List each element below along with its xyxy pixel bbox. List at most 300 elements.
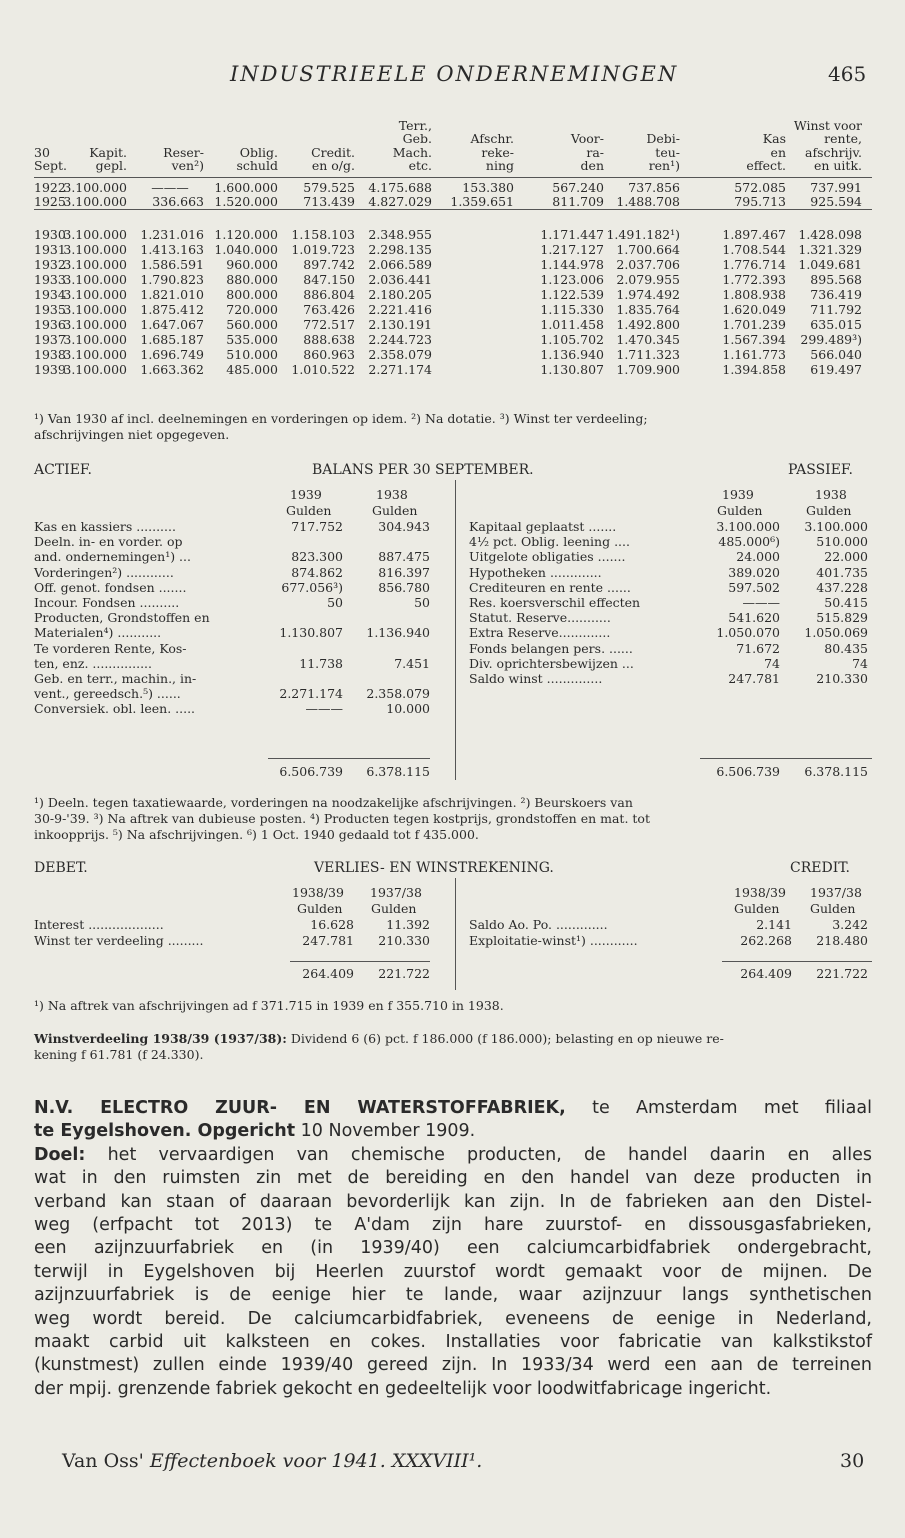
table-cell: 1.790.823 xyxy=(140,272,204,287)
winstverdeeling xyxy=(34,1031,724,1046)
value-1939: 74 xyxy=(764,655,780,671)
line-item-label: Vorderingen²) ............ xyxy=(34,564,174,580)
value-1939: 2.271.174 xyxy=(279,686,343,702)
year-header: 1938/39 xyxy=(292,885,344,900)
table-cell: 3.100.000 xyxy=(63,227,127,242)
value-1939: ——— xyxy=(305,701,343,717)
table-cell: 1.821.010 xyxy=(140,287,204,302)
total-1938: 6.378.115 xyxy=(804,764,868,779)
pnl-title: VERLIES- EN WINSTREKENING. xyxy=(314,860,554,876)
table-cell: 2.037.706 xyxy=(616,257,680,272)
value-1939: 597.502 xyxy=(728,579,780,595)
value-b: 3.242 xyxy=(832,917,868,932)
actief-title: ACTIEF. xyxy=(34,462,92,478)
column-header: ra- xyxy=(586,144,604,160)
line-item-label: Statut. Reserve........... xyxy=(469,610,611,626)
value-1938: 3.100.000 xyxy=(804,519,868,534)
line-item-label: Winst ter verdeeling ......... xyxy=(34,932,204,948)
column-header: Mach. xyxy=(392,144,432,160)
table-cell: 3.100.000 xyxy=(63,287,127,302)
row-year: 1931 xyxy=(34,242,66,257)
table-cell: 299.489³) xyxy=(800,332,862,347)
table-cell: 711.792 xyxy=(810,302,862,317)
debet-title: DEBET. xyxy=(34,860,88,876)
table-cell: 485.000 xyxy=(226,362,278,377)
column-header: Kapit. xyxy=(89,144,127,160)
column-header: en o/g. xyxy=(311,158,355,174)
table-cell: 1.600.000 xyxy=(214,180,278,195)
value-b: 218.480 xyxy=(816,932,868,948)
company-place: te Eygelshoven. xyxy=(34,1121,192,1142)
value-1939: 717.752 xyxy=(291,519,343,534)
column-header: en xyxy=(770,144,786,160)
line-item-label: Crediteuren en rente ...... xyxy=(469,579,631,595)
table-cell: 3.100.000 xyxy=(63,272,127,287)
table-cell: 811.709 xyxy=(552,194,604,209)
table-cell: 800.000 xyxy=(226,287,278,302)
line-item-label: and. ondernemingen¹) ... xyxy=(34,549,191,565)
total-rule xyxy=(700,758,872,759)
column-header: Kas xyxy=(762,131,786,147)
value-1939: 541.620 xyxy=(728,610,780,626)
line-item-label: Fonds belangen pers. ...... xyxy=(469,640,633,656)
line-item-label: Hypotheken ............. xyxy=(469,564,602,580)
table-cell: 1.011.458 xyxy=(540,317,604,332)
passief-title: PASSIEF. xyxy=(788,462,853,478)
table-cell: 2.130.191 xyxy=(368,317,432,332)
column-header: teu- xyxy=(655,144,680,160)
value-1939: ——— xyxy=(742,595,780,610)
table-cell: 1.130.807 xyxy=(540,362,604,377)
year-header: 1938/39 xyxy=(734,885,786,900)
value-1939: 247.781 xyxy=(728,671,780,686)
table-cell: 1.808.938 xyxy=(722,287,786,302)
total-a: 264.409 xyxy=(302,966,354,981)
row-year: 1925 xyxy=(34,194,66,209)
credit-title: CREDIT. xyxy=(790,860,850,876)
table-cell: 560.000 xyxy=(226,317,278,332)
column-header: Afschr. xyxy=(470,131,514,147)
table-cell: 1.040.000 xyxy=(214,242,278,257)
table-cell: 2.298.135 xyxy=(368,242,432,257)
table-cell: 3.100.000 xyxy=(63,194,127,209)
table-cell: 4.827.029 xyxy=(368,194,432,209)
table-cell: 1.158.103 xyxy=(291,227,355,242)
table-cell: 1.835.764 xyxy=(616,302,680,317)
value-a: 262.268 xyxy=(740,932,792,948)
table-cell: 3.100.000 xyxy=(63,257,127,272)
value-1938: 437.228 xyxy=(816,579,868,595)
column-header: effect. xyxy=(746,158,786,174)
table-cell: 1.491.182¹) xyxy=(606,227,680,242)
value-1938: 856.780 xyxy=(378,579,430,595)
year-header: 1938 xyxy=(376,487,408,502)
table-cell: 3.100.000 xyxy=(63,362,127,377)
value-1939: 71.672 xyxy=(736,640,780,656)
value-1938: 210.330 xyxy=(816,671,868,686)
table-cell: 635.015 xyxy=(810,317,862,332)
value-b: 11.392 xyxy=(386,917,430,932)
table-cell: 1.708.544 xyxy=(722,242,786,257)
line-item-label: Interest ................... xyxy=(34,917,164,932)
value-1939: 823.300 xyxy=(291,549,343,565)
doel-text-line: een azijnzuurfabriek en (in 1939/40) een calciumcarbidfabriek ondergebracht, xyxy=(34,1238,872,1259)
running-header-title: INDUSTRIEELE ONDERNEMINGEN xyxy=(230,62,679,86)
doel-text-line: weg (erfpacht tot 2013) te A'dam zijn hare zuurstof- en dissousgasfabrieken, xyxy=(34,1215,872,1236)
footer-page-number: 30 xyxy=(840,1450,865,1472)
column-header: ven²) xyxy=(171,158,204,174)
table-cell: 1.428.098 xyxy=(798,227,862,242)
table-cell: 1.875.412 xyxy=(140,302,204,317)
line-item-label: Te vorderen Rente, Kos- xyxy=(34,640,187,656)
table-cell: 153.380 xyxy=(462,180,514,195)
table-cell: 566.040 xyxy=(810,347,862,362)
row-year: 1922 xyxy=(34,180,66,195)
line-item-label: Res. koersverschil effecten xyxy=(469,595,641,610)
value-1938: 510.000 xyxy=(816,534,868,550)
table-cell: 1.144.978 xyxy=(540,257,604,272)
total-b: 221.722 xyxy=(816,966,868,981)
unit-header: Gulden xyxy=(717,503,763,518)
row-year: 1930 xyxy=(34,227,66,242)
balance-footnote: 30-9-'39. ³) Na aftrek van dubieuse posten. ⁴) Producten tegen kostprijs, grondstoffen en mat. tot xyxy=(34,811,650,826)
doel-text-line: verband kan staan of daaraan bevorderlijk kan zijn. In de fabrieken aan den Distel- xyxy=(34,1191,872,1212)
table-cell: 1.663.362 xyxy=(140,362,204,377)
value-1938: 2.358.079 xyxy=(366,686,430,702)
value-1938: 1.136.940 xyxy=(366,625,430,641)
doel-text-line: der mpij. grenzende fabriek gekocht en gedeeltelijk voor loodwitfabricage ingericht. xyxy=(34,1378,772,1399)
column-header: schuld xyxy=(236,158,278,174)
table-cell: 880.000 xyxy=(226,272,278,287)
doel-text-line: Doel: het vervaardigen van chemische producten, de handel daarin en alles xyxy=(34,1144,872,1165)
total-1939: 6.506.739 xyxy=(716,764,780,779)
company-location: te Amsterdam met filiaal xyxy=(565,1098,872,1118)
table-cell: 1.772.393 xyxy=(722,272,786,287)
line-item-label: Materialen⁴) ........... xyxy=(34,625,162,641)
table-cell: 1.231.016 xyxy=(140,227,204,242)
table-cell: 763.426 xyxy=(303,302,355,317)
table-cell: 1.136.940 xyxy=(540,347,604,362)
table-cell: 1.217.127 xyxy=(540,242,604,257)
page-footer xyxy=(62,1450,482,1472)
value-1939: 1.130.807 xyxy=(279,625,343,641)
value-1939: 874.862 xyxy=(291,564,343,580)
unit-header: Gulden xyxy=(286,503,332,518)
table-cell: 579.525 xyxy=(303,180,355,195)
total-1938: 6.378.115 xyxy=(366,764,430,779)
value-1938: 22.000 xyxy=(824,549,868,565)
table-rule xyxy=(34,209,872,210)
table-cell: 886.804 xyxy=(303,287,355,302)
table-cell: 888.638 xyxy=(303,332,355,347)
table-cell: 1.359.651 xyxy=(450,194,514,209)
footer-prefix: Van Oss' xyxy=(62,1450,150,1472)
table-cell: 1.586.591 xyxy=(140,257,204,272)
table-cell: 2.358.079 xyxy=(368,347,432,362)
table-cell: 1.520.000 xyxy=(214,194,278,209)
balance-divider xyxy=(455,480,456,780)
table-cell: 1.567.394 xyxy=(722,332,786,347)
table-cell: 535.000 xyxy=(226,332,278,347)
total-1939: 6.506.739 xyxy=(279,764,343,779)
table-cell: 2.036.441 xyxy=(368,272,432,287)
year-header: 1938 xyxy=(815,487,847,502)
history-footnote: afschrijvingen niet opgegeven. xyxy=(34,427,230,442)
line-item-label: 4½ pct. Oblig. leening .... xyxy=(469,534,630,550)
table-cell: 572.085 xyxy=(734,180,786,195)
table-cell: 3.100.000 xyxy=(63,302,127,317)
value-1938: 50.415 xyxy=(824,595,868,610)
table-cell: 1.321.329 xyxy=(798,242,862,257)
table-cell: 736.419 xyxy=(810,287,862,302)
table-cell: 567.240 xyxy=(552,180,604,195)
table-cell: 772.517 xyxy=(303,317,355,332)
line-item-label: Geb. en terr., machin., in- xyxy=(34,671,197,686)
table-cell: 1.897.467 xyxy=(722,227,786,242)
column-header: Debi- xyxy=(646,131,680,147)
table-cell: 2.180.205 xyxy=(368,287,432,302)
table-cell: 1.647.067 xyxy=(140,317,204,332)
table-cell: 1.019.723 xyxy=(291,242,355,257)
value-1939: 3.100.000 xyxy=(716,519,780,534)
table-cell: 3.100.000 xyxy=(63,242,127,257)
line-item-label: Kapitaal geplaatst ....... xyxy=(469,519,617,534)
winstverdeeling-text: Dividend 6 (6) pct. f 186.000 (f 186.000); belasting en op nieuwe re- xyxy=(286,1031,724,1046)
column-header: ning xyxy=(485,158,514,174)
value-1938: 80.435 xyxy=(824,640,868,656)
page-number: 465 xyxy=(828,62,867,86)
table-cell: 619.497 xyxy=(810,362,862,377)
doel-text-line: (kunstmest) zullen einde 1939/40 gereed zijn. In 1933/34 werd een aan de terreinen xyxy=(34,1355,872,1376)
table-cell: 1.413.163 xyxy=(140,242,204,257)
column-header: Sept. xyxy=(34,158,67,174)
line-item-label: Div. oprichtersbewijzen ... xyxy=(469,655,634,671)
table-cell: 1.776.714 xyxy=(722,257,786,272)
line-item-label: Kas en kassiers .......... xyxy=(34,519,176,534)
table-cell: 1.115.330 xyxy=(540,302,604,317)
table-cell: 925.594 xyxy=(810,194,862,209)
value-1939: 485.000⁶) xyxy=(718,534,780,550)
table-rule xyxy=(34,177,872,178)
balance-title: BALANS PER 30 SEPTEMBER. xyxy=(312,462,534,478)
balance-footnote: inkoopprijs. ⁵) Na afschrijvingen. ⁶) 1 Oct. 1940 gedaald tot f 435.000. xyxy=(34,827,479,842)
column-header: Voor- xyxy=(570,131,604,147)
value-1938: 10.000 xyxy=(386,701,430,717)
value-1938: 515.829 xyxy=(816,610,868,626)
table-cell: 713.439 xyxy=(303,194,355,209)
line-item-label: Exploitatie-winst¹) ............ xyxy=(469,932,638,948)
table-cell: 2.221.416 xyxy=(368,302,432,317)
table-cell: 3.100.000 xyxy=(63,347,127,362)
line-item-label: Deeln. in- en vorder. op xyxy=(34,534,183,550)
value-1938: 7.451 xyxy=(394,655,430,671)
unit-header: Gulden xyxy=(371,901,417,916)
column-header: gepl. xyxy=(95,158,127,174)
table-cell: 2.271.174 xyxy=(368,362,432,377)
table-cell: 1.161.773 xyxy=(722,347,786,362)
column-header: Oblig. xyxy=(239,144,278,160)
winstverdeeling-label: Winstverdeeling 1938/39 (1937/38): xyxy=(34,1031,287,1046)
balance-footnote: ¹) Deeln. tegen taxatiewaarde, vorderingen na noodzakelijke afschrijvingen. ²) Beurskoers van xyxy=(34,795,633,810)
table-cell: 1.696.749 xyxy=(140,347,204,362)
value-1938: 74 xyxy=(852,655,868,671)
line-item-label: Producten, Grondstoffen en xyxy=(34,610,210,626)
value-1939: 11.738 xyxy=(299,655,343,671)
table-cell: 1.122.539 xyxy=(540,287,604,302)
line-item-label: Saldo winst .............. xyxy=(469,671,603,686)
value-1938: 401.735 xyxy=(816,564,868,580)
line-item-label: Extra Reserve............. xyxy=(469,625,611,641)
value-1938: 816.397 xyxy=(378,564,430,580)
value-a: 247.781 xyxy=(302,932,354,948)
value-1939: 677.056³) xyxy=(281,579,343,595)
total-b: 221.722 xyxy=(378,966,430,981)
row-year: 1939 xyxy=(34,362,66,377)
doel-text-line: terwijl in Eygelshoven bij Heerlen zuurstof wordt gemaakt voor de mijnen. De xyxy=(34,1261,872,1282)
table-cell: 1.049.681 xyxy=(798,257,862,272)
table-cell: 1.974.492 xyxy=(616,287,680,302)
table-cell: 795.713 xyxy=(734,194,786,209)
table-cell: 3.100.000 xyxy=(63,180,127,195)
table-cell: 1.685.187 xyxy=(140,332,204,347)
column-header: Terr., xyxy=(398,117,432,133)
line-item-label: ten, enz. ............... xyxy=(34,655,152,671)
table-cell: 1.711.323 xyxy=(616,347,680,362)
doel-label: Doel: xyxy=(34,1144,86,1165)
line-item-label: Conversiek. obl. leen. ..... xyxy=(34,701,196,717)
column-header: Winst voor xyxy=(793,117,862,133)
row-year: 1934 xyxy=(34,287,66,302)
unit-header: Gulden xyxy=(810,901,856,916)
total-a: 264.409 xyxy=(740,966,792,981)
total-rule xyxy=(722,961,872,962)
winstverdeeling-cont: kening f 61.781 (f 24.330). xyxy=(34,1047,204,1062)
table-cell: 1.492.800 xyxy=(616,317,680,332)
table-cell: 737.856 xyxy=(628,180,680,195)
table-cell: 3.100.000 xyxy=(63,317,127,332)
unit-header: Gulden xyxy=(806,503,852,518)
column-header: 30 xyxy=(34,144,50,160)
column-header: afschrijv. xyxy=(805,144,862,160)
row-year: 1937 xyxy=(34,332,66,347)
value-1938: 50 xyxy=(414,595,430,610)
column-header: en uitk. xyxy=(813,158,862,174)
table-cell: 1.010.522 xyxy=(291,362,355,377)
table-cell: 2.079.955 xyxy=(616,272,680,287)
table-cell: 895.568 xyxy=(810,272,862,287)
table-cell: 510.000 xyxy=(226,347,278,362)
table-cell: ——— xyxy=(151,180,189,195)
company-heading xyxy=(34,1097,872,1401)
table-cell: 2.348.955 xyxy=(368,227,432,242)
value-1939: 50 xyxy=(327,595,343,610)
column-header: Credit. xyxy=(311,144,355,160)
table-cell: 1.709.900 xyxy=(616,362,680,377)
table-cell: 2.244.723 xyxy=(368,332,432,347)
table-cell: 2.066.589 xyxy=(368,257,432,272)
company-name: N.V. ELECTRO ZUUR- EN WATERSTOFFABRIEK, xyxy=(34,1098,566,1118)
history-footnote: ¹) Van 1930 af incl. deelnemingen en vorderingen op idem. ²) Na dotatie. ³) Winst ter verdeeling; xyxy=(34,411,648,426)
value-1939: 1.050.070 xyxy=(716,625,780,641)
unit-header: Gulden xyxy=(372,503,418,518)
table-cell: 860.963 xyxy=(303,347,355,362)
founded-label: Opgericht xyxy=(191,1121,296,1142)
year-header: 1937/38 xyxy=(810,885,862,900)
table-cell: 847.150 xyxy=(303,272,355,287)
table-cell: 1.120.000 xyxy=(214,227,278,242)
table-cell: 737.991 xyxy=(810,180,862,195)
table-cell: 1.394.858 xyxy=(722,362,786,377)
line-item-label: vent., gereedsch.⁵) ...... xyxy=(34,686,181,702)
value-b: 210.330 xyxy=(378,932,430,948)
unit-header: Gulden xyxy=(734,901,780,916)
value-1939: 389.020 xyxy=(728,564,780,580)
table-cell: 1.171.447 xyxy=(540,227,604,242)
doel-text-line: wat in den ruimsten zin met de bereiding en den handel van deze producten in xyxy=(34,1168,872,1189)
table-cell: 960.000 xyxy=(226,257,278,272)
table-cell: 1.701.239 xyxy=(722,317,786,332)
table-cell: 1.700.664 xyxy=(616,242,680,257)
table-cell: 897.742 xyxy=(303,257,355,272)
row-year: 1935 xyxy=(34,302,66,317)
column-header: ren¹) xyxy=(648,158,680,174)
row-year: 1936 xyxy=(34,317,66,332)
table-cell: 336.663 xyxy=(152,194,204,209)
value-1938: 887.475 xyxy=(378,549,430,565)
column-header: Geb. xyxy=(402,131,432,147)
year-header: 1939 xyxy=(290,487,322,502)
year-header: 1939 xyxy=(722,487,754,502)
footer-title: Effectenboek voor 1941. XXXVIII¹. xyxy=(149,1450,483,1472)
column-header: etc. xyxy=(408,158,432,174)
table-cell: 1.105.702 xyxy=(540,332,604,347)
value-1939: 24.000 xyxy=(736,549,780,565)
table-cell: 3.100.000 xyxy=(63,332,127,347)
row-year: 1938 xyxy=(34,347,66,362)
total-rule xyxy=(290,961,430,962)
table-cell: 720.000 xyxy=(226,302,278,317)
doel-text-line: weg wordt bereid. De calciumcarbidfabriek, eveneens de eenige in Nederland, xyxy=(34,1308,872,1329)
table-cell: 1.123.006 xyxy=(540,272,604,287)
value-1938: 1.050.069 xyxy=(804,625,868,641)
doel-text-line: maakt carbid uit kalksteen en cokes. Installaties voor fabricatie van kalkstikstof xyxy=(34,1332,872,1353)
pnl-note: ¹) Na aftrek van afschrijvingen ad f 371.715 in 1939 en f 355.710 in 1938. xyxy=(34,998,504,1013)
table-cell: 4.175.688 xyxy=(368,180,432,195)
value-a: 16.628 xyxy=(310,917,354,932)
row-year: 1932 xyxy=(34,257,66,272)
pnl-divider xyxy=(455,878,456,990)
unit-header: Gulden xyxy=(297,901,343,916)
line-item-label: Off. genot. fondsen ....... xyxy=(34,579,187,595)
table-cell: 1.620.049 xyxy=(722,302,786,317)
value-a: 2.141 xyxy=(756,917,792,932)
line-item-label: Incour. Fondsen .......... xyxy=(34,595,180,610)
column-header: Reser- xyxy=(163,144,204,160)
year-header: 1937/38 xyxy=(370,885,422,900)
table-cell: 1.470.345 xyxy=(616,332,680,347)
doel-text-line: azijnzuurfabriek is de eenige hier te lande, waar azijnzuur langs synthetischen xyxy=(34,1285,872,1306)
line-item-label: Uitgelote obligaties ....... xyxy=(469,549,626,565)
column-header: rente, xyxy=(824,131,862,147)
total-rule xyxy=(268,758,430,759)
line-item-label: Saldo Ao. Po. ............. xyxy=(469,917,608,932)
column-header: den xyxy=(580,158,604,174)
row-year: 1933 xyxy=(34,272,66,287)
value-1938: 304.943 xyxy=(378,519,430,534)
column-header: reke- xyxy=(481,144,514,160)
founded-date: 10 November 1909. xyxy=(295,1121,476,1142)
table-cell: 1.488.708 xyxy=(616,194,680,209)
